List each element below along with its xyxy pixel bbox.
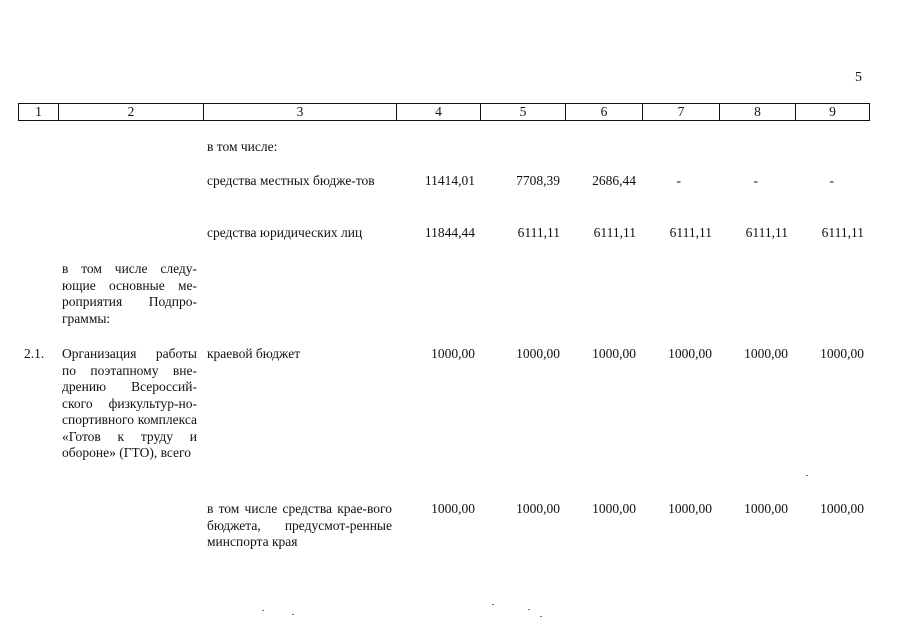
cell-col-8: 6111,11 <box>745 225 788 240</box>
scan-speck <box>262 610 264 611</box>
cell-col-4: 1000,00 <box>431 501 475 516</box>
scan-speck <box>806 475 808 476</box>
cell-col-5: 7708,39 <box>516 173 560 188</box>
cell-col-7: 6111,11 <box>669 225 712 240</box>
scan-speck <box>292 614 294 615</box>
cell-col-5: 1000,00 <box>516 346 560 361</box>
header-col-3: 3 <box>203 104 396 120</box>
scan-speck <box>528 609 530 610</box>
cell-col-7: 1000,00 <box>668 501 712 516</box>
row-source: средства юридических лиц <box>207 225 363 240</box>
cell-col-9: 6111,11 <box>821 225 864 240</box>
row-source: в том числе: <box>207 139 278 154</box>
cell-col-4: 1000,00 <box>431 346 475 361</box>
scan-speck <box>492 604 494 605</box>
cell-col-7: - <box>676 173 681 188</box>
header-col-7: 7 <box>642 104 719 120</box>
table-header-row <box>18 103 870 121</box>
row-source: средства местных бюдже-тов <box>207 173 375 188</box>
header-col-4: 4 <box>396 104 480 120</box>
cell-col-5: 6111,11 <box>517 225 560 240</box>
cell-col-9: 1000,00 <box>820 501 864 516</box>
page-number: 5 <box>855 70 862 85</box>
row-source: краевой бюджет <box>207 346 301 361</box>
cell-col-6: 6111,11 <box>593 225 636 240</box>
cell-col-9: 1000,00 <box>820 346 864 361</box>
row-source: в том числе средства крае-вого бюджета, предусмот-ренные минспорта края <box>207 501 392 549</box>
cell-col-6: 1000,00 <box>592 501 636 516</box>
cell-col-6: 2686,44 <box>592 173 636 188</box>
header-col-8: 8 <box>719 104 795 120</box>
header-col-6: 6 <box>565 104 642 120</box>
cell-col-4: 11414,01 <box>424 173 475 188</box>
row-name: в том числе следу-ющие основные ме-роприятия Подпро-граммы: <box>62 261 197 326</box>
cell-col-9: - <box>829 173 834 188</box>
cell-col-6: 1000,00 <box>592 346 636 361</box>
row-name: Организация работы по поэтапному вне-дрению Всероссий-ского физкультур-но-спортивного комплекса «Готов к труду и обороне» (ГТО), всего <box>62 346 197 460</box>
header-col-9: 9 <box>795 104 869 120</box>
cell-col-5: 1000,00 <box>516 501 560 516</box>
row-number: 2.1. <box>24 346 45 361</box>
cell-col-4: 11844,44 <box>424 225 475 240</box>
cell-col-8: 1000,00 <box>744 346 788 361</box>
cell-col-8: 1000,00 <box>744 501 788 516</box>
header-col-5: 5 <box>480 104 565 120</box>
header-col-2: 2 <box>58 104 203 120</box>
scan-speck <box>540 616 542 617</box>
cell-col-8: - <box>753 173 758 188</box>
header-col-1: 1 <box>35 104 42 119</box>
cell-col-7: 1000,00 <box>668 346 712 361</box>
